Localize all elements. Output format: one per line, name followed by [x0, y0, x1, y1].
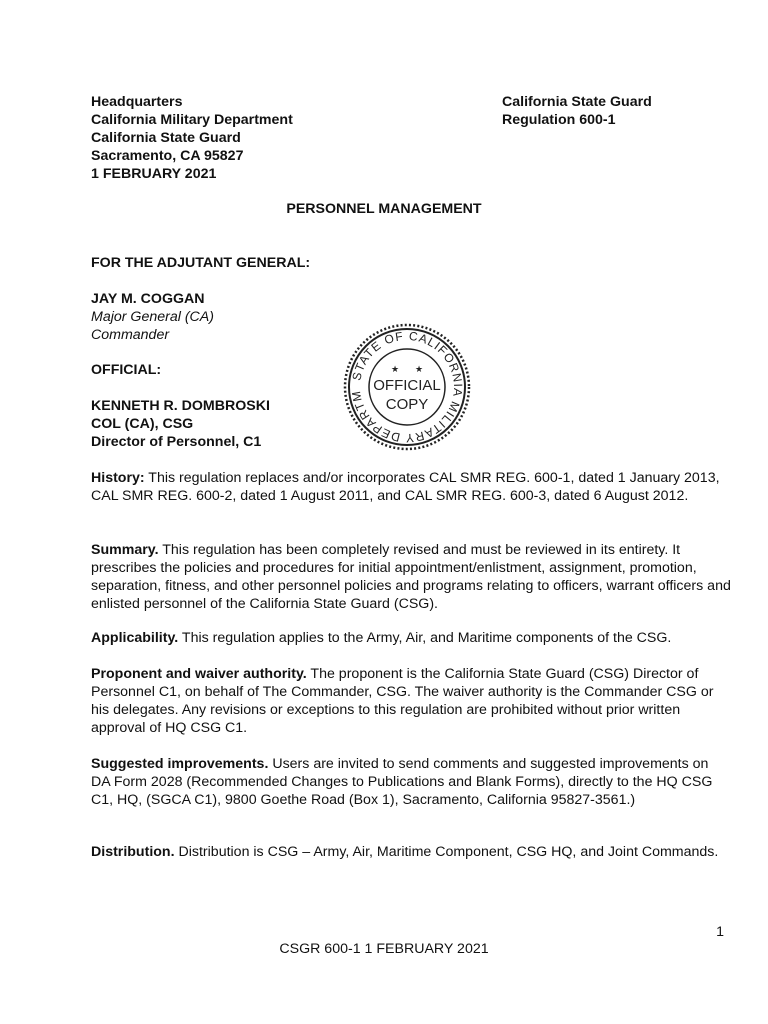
official-copy-seal	[342, 322, 472, 452]
section-label: Distribution.	[91, 844, 175, 860]
section-label: Summary.	[91, 542, 159, 558]
section-label: Proponent and waiver authority.	[91, 666, 307, 682]
section-history	[91, 469, 731, 505]
header-line: Sacramento, CA 95827	[91, 148, 244, 164]
header-line: Headquarters	[91, 94, 183, 110]
commander-name: JAY M. COGGAN	[91, 291, 205, 307]
header-regulation: Regulation 600-1	[502, 112, 616, 128]
section-label: Applicability.	[91, 630, 179, 646]
document-title: PERSONNEL MANAGEMENT	[286, 201, 482, 217]
section-text: The proponent is the California State Guard (CSG) Director of Personnel C1, on behalf of The Commander, CSG. The waiver authority is the Commander CSG or his delegates. Any revisions or exceptions to this regulation are prohibited without prior written approval of HQ CSG C1.	[91, 666, 714, 736]
official-block	[91, 397, 351, 451]
seal-star-icon: ★	[414, 364, 424, 374]
section-proponent	[91, 665, 731, 737]
section-suggested-improvements	[91, 755, 731, 809]
seal-star-icon: ★	[390, 364, 400, 374]
section-distribution	[91, 843, 731, 861]
official-title: Director of Personnel, C1	[91, 434, 262, 450]
section-text: This regulation replaces and/or incorporates CAL SMR REG. 600-1, dated 1 January 2013, CAL SMR REG. 600-2, dated 1 August 2011, and CAL SMR REG. 600-3, dated 6 August 2012.	[91, 470, 720, 504]
commander-rank: Major General (CA)	[91, 309, 214, 325]
seal-graphic	[342, 322, 472, 452]
seal-official-text: OFFICIAL	[373, 377, 441, 394]
section-applicability	[91, 629, 731, 647]
section-label: History:	[91, 470, 145, 486]
section-text: Distribution is CSG – Army, Air, Maritime Component, CSG HQ, and Joint Commands.	[174, 844, 719, 860]
header-address-block	[91, 93, 451, 183]
page-number: 1	[716, 924, 724, 940]
header-date: 1 FEBRUARY 2021	[91, 166, 217, 182]
section-text: This regulation applies to the Army, Air, and Maritime components of the CSG.	[178, 630, 672, 646]
commander-title: Commander	[91, 327, 170, 343]
official-label: OFFICIAL:	[91, 362, 162, 378]
seal-ring-text: STATE OF CALIFORNIA MILITARY DEPARTM	[348, 328, 466, 446]
header-line: California Military Department	[91, 112, 293, 128]
page-footer: CSGR 600-1 1 FEBRUARY 2021	[279, 941, 489, 957]
header-line: California State Guard	[91, 130, 241, 146]
section-text: Users are invited to send comments and suggested improvements on DA Form 2028 (Recommended Changes to Publications and Blank Forms), directly to the HQ CSG C1, HQ, (SGCA C1), 9800 Goethe Road (Box 1), Sacramento, California 95827-3561.)	[91, 756, 713, 808]
for-line: FOR THE ADJUTANT GENERAL:	[91, 255, 311, 271]
commander-block	[91, 290, 351, 344]
header-org: California State Guard	[502, 94, 652, 110]
section-summary	[91, 541, 731, 613]
header-regulation-block	[502, 93, 742, 129]
seal-copy-text: COPY	[385, 396, 429, 413]
official-rank: COL (CA), CSG	[91, 416, 194, 432]
section-label: Suggested improvements.	[91, 756, 269, 772]
section-text: This regulation has been completely revised and must be reviewed in its entirety. It prescribes the policies and procedures for initial appointment/enlistment, assignment, promotion, separation, fitness, and other personnel policies and programs relating to officers, warrant officers and enlisted personnel of the California State Guard (CSG).	[91, 542, 731, 612]
official-name: KENNETH R. DOMBROSKI	[91, 398, 270, 414]
